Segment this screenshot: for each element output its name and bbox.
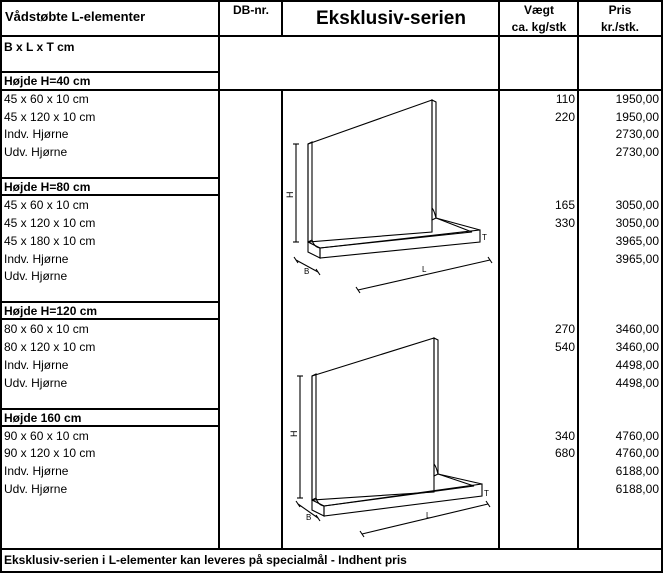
thickness-label: T (484, 489, 489, 498)
weight-header-line2: ca. kg/stk (511, 20, 567, 34)
row-divider (0, 425, 219, 427)
column-divider (498, 0, 500, 548)
height-label: H (289, 430, 299, 437)
product-title: Vådstøbte L-elementer (5, 9, 146, 24)
price-cell: 3965,00 (615, 234, 659, 248)
price-cell: 3050,00 (615, 198, 659, 212)
size-cell: 45 x 60 x 10 cm (4, 92, 89, 106)
section-heading: Højde H=80 cm (4, 180, 91, 194)
price-cell: 4498,00 (615, 358, 659, 372)
row-divider (0, 318, 219, 320)
size-cell: Udv. Hjørne (4, 145, 68, 159)
size-cell: Indv. Hjørne (4, 464, 69, 478)
size-cell: 45 x 180 x 10 cm (4, 234, 96, 248)
db-column-header: DB-nr. (233, 3, 269, 17)
size-cell: 45 x 120 x 10 cm (4, 110, 96, 124)
column-divider (281, 90, 283, 548)
price-cell: 3460,00 (615, 340, 659, 354)
size-cell: Indv. Hjørne (4, 252, 69, 266)
price-cell: 6188,00 (615, 482, 659, 496)
weight-cell: 680 (554, 446, 575, 460)
price-cell: 4498,00 (615, 376, 659, 390)
row-divider (0, 301, 219, 303)
table-border (0, 0, 2, 573)
row-divider (0, 35, 663, 37)
price-cell: 4760,00 (615, 446, 659, 460)
size-cell: Udv. Hjørne (4, 269, 68, 283)
column-divider (281, 0, 283, 35)
weight-header-line1: Vægt (524, 3, 554, 17)
row-divider (0, 194, 219, 196)
column-divider (577, 0, 579, 548)
weight-cell: 540 (554, 340, 575, 354)
length-label: L (422, 265, 427, 274)
size-cell: 80 x 120 x 10 cm (4, 340, 96, 354)
l-element-drawing-bottom (282, 320, 498, 546)
row-divider (0, 548, 663, 550)
size-cell: 45 x 120 x 10 cm (4, 216, 96, 230)
weight-cell: 340 (554, 429, 575, 443)
length-label: L (426, 511, 431, 520)
width-label: B (304, 267, 310, 276)
l-element-drawing-top (282, 92, 498, 302)
footer-note: Eksklusiv-serien i L-elementer kan leveres på specialmål - Indhent pris (4, 553, 407, 567)
weight-cell: 270 (554, 322, 575, 336)
price-cell: 1950,00 (615, 110, 659, 124)
row-divider (0, 71, 219, 73)
size-cell: Udv. Hjørne (4, 376, 68, 390)
column-divider (218, 0, 220, 548)
price-cell: 3460,00 (615, 322, 659, 336)
row-divider (0, 89, 663, 91)
price-cell: 2730,00 (615, 127, 659, 141)
section-heading: Højde 160 cm (4, 411, 82, 425)
width-label: B (306, 513, 312, 522)
section-heading: Højde H=120 cm (4, 304, 98, 318)
weight-cell: 220 (554, 110, 575, 124)
series-title: Eksklusiv-serien (316, 8, 466, 29)
size-cell: 90 x 120 x 10 cm (4, 446, 96, 460)
row-divider (0, 408, 219, 410)
price-cell: 3050,00 (615, 216, 659, 230)
price-header-line2: kr./stk. (600, 20, 640, 34)
weight-cell: 110 (555, 92, 575, 106)
price-cell: 3965,00 (615, 252, 659, 266)
price-cell: 2730,00 (615, 145, 659, 159)
row-divider (0, 177, 219, 179)
size-cell: Indv. Hjørne (4, 358, 69, 372)
size-cell: Indv. Hjørne (4, 127, 69, 141)
price-cell: 4760,00 (615, 429, 659, 443)
size-cell: Udv. Hjørne (4, 482, 68, 496)
price-cell: 6188,00 (615, 464, 659, 478)
section-heading: Højde H=40 cm (4, 74, 91, 88)
price-header-line1: Pris (608, 3, 632, 17)
thickness-label: T (482, 233, 487, 242)
weight-cell: 165 (554, 198, 575, 212)
size-cell: 80 x 60 x 10 cm (4, 322, 89, 336)
price-cell: 1950,00 (615, 92, 659, 106)
size-cell: 90 x 60 x 10 cm (4, 429, 89, 443)
weight-cell: 330 (554, 216, 575, 230)
dimension-label: B x L x T cm (4, 40, 75, 54)
table-border (0, 0, 663, 2)
size-cell: 45 x 60 x 10 cm (4, 198, 89, 212)
height-label: H (285, 191, 295, 198)
